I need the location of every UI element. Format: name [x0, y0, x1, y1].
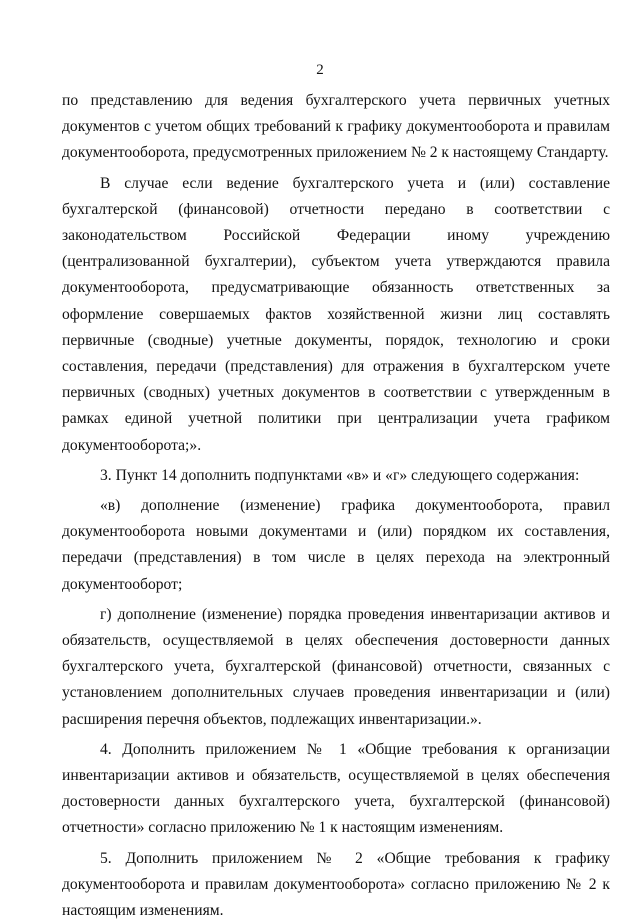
paragraph-item-4: 4. Дополнить приложением № 1 «Общие требования к организации инвентаризации активов и обязательств, осуществляемой в целях обеспечения достоверности данных бухгалтерского учета, бухгалтерской (финансовой) отчетности» согласно приложению № 1 к настоящим изменениям. [62, 740, 610, 837]
document-body [62, 88, 610, 924]
paragraph-item-5: 5. Дополнить приложением № 2 «Общие требования к графику документооборота и правилам документооборота» согласно приложению № 2 к настоящим изменениям. [62, 849, 610, 920]
paragraph-item-3: 3. Пункт 14 дополнить подпунктами «в» и «г» следующего содержания: [100, 466, 580, 484]
page-number: 2 [316, 62, 324, 78]
paragraph-subitem-v: «в) дополнение (изменение) графика документооборота, правил документооборота новыми документами и (или) порядком их составления, передачи (представления) в том числе в целях перехода на электронный документооборот; [62, 497, 610, 593]
paragraph-centralized-accounting: В случае если ведение бухгалтерского учета и (или) составление бухгалтерской (финансовой) отчетности передано в соответствии с законодательством Российской Федерации иному учреждению (централизованной бухгалтерии), субъектом учета утверждаются правила документооборота, предусматривающие обязанность ответственных за оформление совершаемых фактов хозяйственной жизни лиц составлять первичные (сводные) учетные документы, порядок, технологию и сроки составления, передачи (представления) для отражения в бухгалтерском учете первичных (сводных) учетных документов в соответствии с утвержденным в рамках единой учетной политики при централизации учета графиком документооборота;». [62, 174, 610, 454]
paragraph-continuation: по представлению для ведения бухгалтерского учета первичных учетных документов с учетом общих требований к графику документооборота и правилам документооборота, предусмотренных приложением № 2 к настоящему Стандарту. [62, 92, 610, 162]
paragraph-subitem-g: г) дополнение (изменение) порядка проведения инвентаризации активов и обязательств, осуществляемой в целях обеспечения достоверности данных бухгалтерского учета, бухгалтерской (финансовой) отчетности, связанных с установлением дополнительных случаев проведения инвентаризации и (или) расширения перечня объектов, подлежащих инвентаризации.». [62, 605, 610, 728]
